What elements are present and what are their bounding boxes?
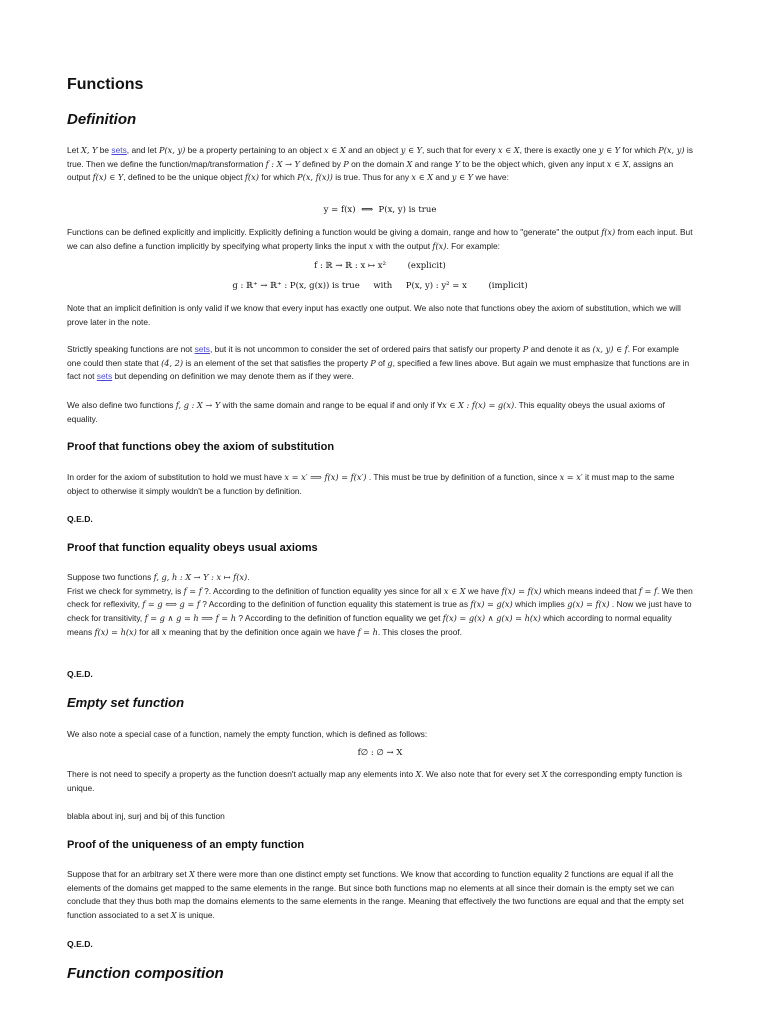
math-expression: y ∈ Y: [451, 172, 474, 183]
qed-substitution: Q.E.D.: [67, 514, 93, 524]
math-expression: f = g ∧ g = h ⟹ f = h: [144, 613, 237, 624]
math-expression: f(x) = g(x): [470, 599, 513, 610]
math-expression: x = x′ ⟹ f(x) = f(x′): [284, 472, 367, 482]
math-expression: f = h: [357, 626, 378, 637]
qed-uniqueness: Q.E.D.: [67, 939, 93, 949]
math-expression: f, g : X → Y: [175, 400, 221, 410]
explicit-implicit-paragraph: Functions can be defined explicitly and implicitly. Explicitly defining a function would be giving a domain, range and how to "generate" the output f(x) from each input. But we can also define a function implicitly by specifying what property links the input x with the output f(x). For example:: [67, 227, 693, 251]
math-expression: X: [415, 769, 422, 779]
math-expression: P: [522, 344, 529, 354]
math-expression: X: [170, 910, 177, 921]
math-expression: P(x, y): [158, 145, 186, 155]
math-expression: ∀x ∈ X : f(x) = g(x): [437, 400, 515, 410]
math-expression: P(x, y): [658, 145, 685, 155]
math-expression: P: [370, 357, 376, 368]
empty-set-property-paragraph: There is not need to specify a property as the function doesn't actually map any elements into X. We also note that for every set X the corresponding empty function is unique.: [67, 769, 683, 793]
math-expression: X: [541, 769, 548, 779]
equation-implicit: g : ℝ⁺ → ℝ⁺ : P(x, g(x)) is true with P(x, y) : y² = x (implicit): [232, 281, 528, 291]
equation-explicit: f : ℝ → ℝ : x ↦ x² (explicit): [314, 261, 446, 271]
definition-heading: Definition: [67, 111, 137, 128]
math-expression: (x, y) ∈ f: [592, 344, 628, 354]
math-expression: x ∈ X: [497, 145, 520, 155]
math-expression: X, Y: [80, 145, 98, 155]
math-expression: f : X → Y: [265, 158, 300, 169]
equation-empty-function: f∅ : ∅ → X: [357, 748, 403, 758]
math-expression: f(x) = g(x) ∧ g(x) = h(x): [442, 613, 541, 624]
math-expression: X: [406, 158, 413, 169]
function-composition-heading: Function composition: [67, 965, 224, 982]
math-expression: g(x) = f(x): [567, 599, 610, 610]
math-expression: (4, 2): [161, 357, 184, 368]
proof-substitution-paragraph: In order for the axiom of substitution to hold we must have x = x′ ⟹ f(x) = f(x′) . This must be true by definition of a function, since x = x′ it must map to the same object to otherwise it simply wouldn't be a function by definition.: [67, 472, 675, 496]
proof-substitution-heading: Proof that functions obey the axiom of substitution: [67, 441, 335, 453]
math-expression: x = x′: [559, 472, 583, 482]
empty-set-note-paragraph: blabla about inj, surj and bij of this function: [67, 811, 225, 821]
math-expression: x ∈ X: [411, 172, 434, 183]
math-expression: x ∈ X: [443, 585, 466, 596]
page-title: Functions: [67, 76, 144, 93]
math-expression: f(x): [601, 227, 616, 237]
math-expression: P(x, f(x)): [297, 172, 333, 183]
math-expression: P: [343, 158, 349, 169]
math-expression: f = f: [183, 585, 202, 596]
math-expression: x ∈ X: [606, 158, 629, 169]
proof-equality-heading: Proof that function equality obeys usual axioms: [67, 542, 318, 554]
qed-equality: Q.E.D.: [67, 669, 93, 679]
sets-link[interactable]: sets: [96, 371, 113, 382]
proof-uniqueness-paragraph: Suppose that for an arbitrary set X there were more than one distinct empty set functions. We know that according to function equality 2 functions are equal if all the elements of the domains get mapped to the same elements in the range. But since both functions map no elements at all since their domain is the empty set we can conclude that they thus both map the domains elements to the same elements in the range. Meaning that effectively the two functions are equal and that the empty set function associated to a set X is unique.: [67, 869, 684, 921]
math-expression: f(x) ∈ Y: [92, 172, 124, 183]
math-expression: x: [162, 626, 167, 637]
math-expression: x: [368, 240, 374, 251]
sets-paragraph: Strictly speaking functions are not sets, but it is not uncommon to consider the set of ordered pairs that satisfy our property P and denote it as (x, y) ∈ f. For example one could then state that (4, 2) is an element of the set that satisfies the property P of g, specified a few lines above. But again we must emphasize that functions are in fact not sets but depending on definition we may denote them as if they were.: [67, 344, 690, 382]
math-expression: Y: [454, 158, 461, 169]
proof-uniqueness-heading: Proof of the uniqueness of an empty function: [67, 839, 305, 851]
math-expression: f(x): [432, 240, 447, 251]
math-expression: y ∈ Y: [400, 145, 423, 155]
equality-definition-paragraph: We also define two functions f, g : X → Y with the same domain and range to be equal if and only if ∀x ∈ X : f(x) = g(x). This equality obeys the usual axioms of equality.: [67, 400, 665, 424]
math-expression: f(x): [244, 172, 259, 183]
equation-definition: y = f(x) ⟺ P(x, y) is true: [323, 205, 437, 215]
math-expression: g: [387, 357, 393, 368]
sets-link[interactable]: sets: [194, 344, 210, 354]
empty-set-intro-paragraph: We also note a special case of a function, namely the empty function, which is defined as follows:: [67, 729, 428, 739]
math-expression: f(x) = f(x): [501, 585, 542, 596]
math-expression: f = g ⟺ g = f: [142, 599, 200, 610]
math-expression: y ∈ Y: [598, 145, 621, 155]
math-expression: f, g, h : X → Y : x ↦ f(x): [153, 572, 248, 582]
math-expression: f = f: [638, 585, 658, 596]
implicit-note-paragraph: Note that an implicit definition is only valid if we know that every input has exactly one output. We also note that functions obey the axiom of substitution, which we will prove later in the note.: [67, 303, 681, 327]
math-expression: X: [188, 869, 195, 879]
proof-equality-paragraph: Suppose two functions f, g, h : X → Y : x ↦ f(x). Frist we check for symmetry, is f = f ?. According to the definition of function equality yes since for all x ∈ X we have f(x) = f(x) which means indeed that f = f. We then check for reflexivity, f = g ⟺ g = f ? According to the definition of function equality this statement is true as f(x) = g(x) which implies g(x) = f(x) . Now we just have to check for transitivity, f = g ∧ g = h ⟹ f = h ? According to the definition of function equality we get f(x) = g(x) ∧ g(x) = h(x) which according to normal equality means f(x) = h(x) for all x meaning that by the definition once again we have f = h. This closes the proof.: [67, 572, 693, 637]
math-expression: f(x) = h(x): [94, 626, 137, 637]
sets-link[interactable]: sets: [111, 145, 127, 155]
empty-set-heading: Empty set function: [67, 695, 185, 710]
math-expression: x ∈ X: [324, 145, 346, 155]
definition-paragraph: Let X, Y be sets, and let P(x, y) be a property pertaining to an object x ∈ X and an object y ∈ Y, such that for every x ∈ X, there is exactly one y ∈ Y for which P(x, y) is true. Then we define the function/map/transformation f : X → Y defined by P on the domain X and range Y to be the object which, given any input x ∈ X, assigns an output f(x) ∈ Y, defined to be the unique object f(x) for which P(x, f(x)) is true. Thus for any x ∈ X and y ∈ Y we have:: [67, 145, 693, 183]
